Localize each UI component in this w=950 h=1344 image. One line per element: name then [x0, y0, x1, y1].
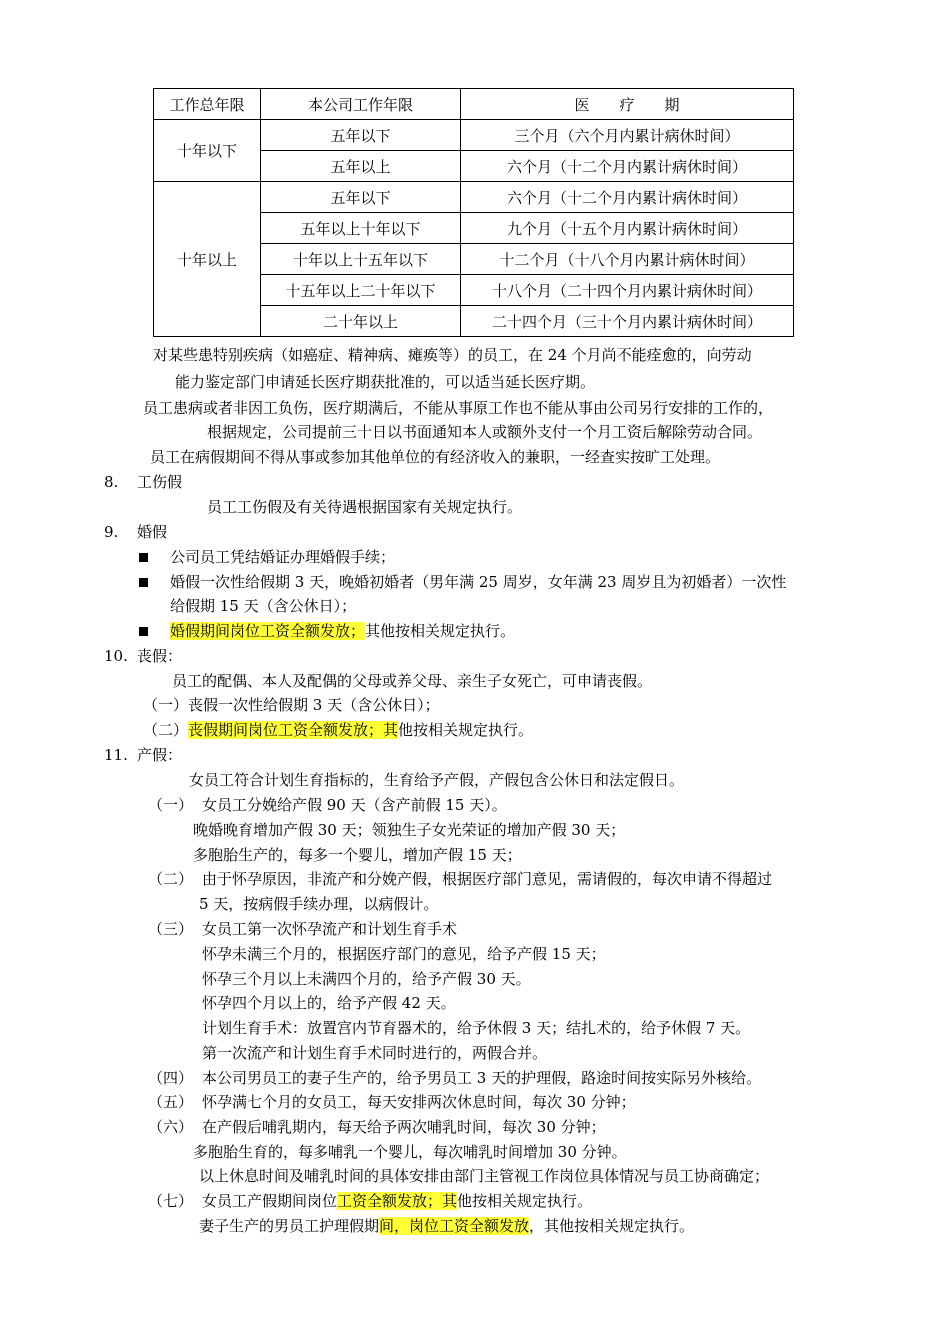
maternity-item-6-line-2: 多胞胎生育的，每多哺乳一个婴儿，每次哺乳时间增加 30 分钟。: [193, 1143, 627, 1161]
marriage-bullet-3: 婚假期间岗位工资全额发放；其他按相关规定执行。: [170, 622, 516, 640]
funeral-paragraph: 员工的配偶、本人及配偶的父母或养父母、亲生子女死亡，可申请丧假。: [172, 672, 653, 690]
maternity-item-3: 女员工第一次怀孕流产和计划生育手术: [202, 920, 458, 938]
table-header-row: [154, 89, 794, 120]
table-header: 本公司工作年限: [261, 89, 461, 120]
section-11-number: 11.: [104, 746, 128, 764]
table-cell-period: 三个月（六个月内累计病休时间）: [461, 120, 794, 151]
maternity-item-number: （六）: [148, 1118, 194, 1136]
maternity-item-4: 本公司男员工的妻子生产的，给予男员工 3 天的护理假，路途时间按实际另外核给。: [202, 1069, 762, 1087]
highlighted-text: 丧假期间岗位工资全额发放；其: [188, 721, 399, 739]
maternity-item-2: 由于怀孕原因，非流产和分娩产假，根据医疗部门意见，需请假的，每次申请不得超过: [202, 870, 773, 888]
maternity-item-number: （七）: [148, 1192, 194, 1210]
maternity-item-number: （二）: [148, 870, 194, 888]
table-row: [154, 120, 794, 151]
table-header: 医 疗 期: [461, 89, 794, 120]
maternity-item-1-line-2: 晚婚晚育增加产假 30 天；领独生子女光荣证的增加产假 30 天；: [193, 821, 626, 839]
section-11-title: 产假：: [137, 746, 183, 764]
bullet-square: [139, 621, 148, 641]
maternity-item-3-line-3: 怀孕三个月以上未满四个月的，给予产假 30 天。: [202, 970, 531, 988]
maternity-item-number: （三）: [148, 920, 194, 938]
maternity-item-number: （四）: [148, 1069, 194, 1087]
marriage-bullet-1: 公司员工凭结婚证办理婚假手续；: [170, 548, 396, 566]
maternity-item-3-line-2: 怀孕未满三个月的，根据医疗部门的意见，给予产假 15 天；: [202, 945, 606, 963]
section-9-title: 婚假: [137, 523, 168, 541]
maternity-item-number: （一）: [148, 796, 194, 814]
sick-paragraph-3: 员工在病假期间不得从事或参加其他单位的有经济收入的兼职，一经查实按旷工处理。: [150, 448, 721, 466]
maternity-item-3-line-6: 第一次流产和计划生育手术同时进行的，两假合并。: [202, 1044, 548, 1062]
table-cell-company-years: 五年以上十年以下: [261, 213, 461, 244]
maternity-item-1-line-3: 多胞胎生产的，每多一个婴儿，增加产假 15 天；: [193, 846, 522, 864]
highlighted-text: 工资全额发放；其: [337, 1192, 458, 1210]
funeral-item-1: （一）丧假一次性给假期 3 天（含公休日）；: [143, 696, 440, 714]
table-cell-total-years: 十年以下: [154, 120, 261, 182]
table-cell-company-years: 五年以下: [261, 182, 461, 213]
maternity-item-6-line-3: 以上休息时间及哺乳时间的具体安排由部门主管视工作岗位具体情况与员工协商确定；: [199, 1167, 770, 1185]
table-cell-period: 二十四个月（三十个月内累计病休时间）: [461, 306, 794, 337]
maternity-item-6: 在产假后哺乳期内，每天给予两次哺乳时间，每次 30 分钟；: [202, 1118, 606, 1136]
section-8-number: 8.: [104, 473, 119, 491]
maternity-item-number: （五）: [148, 1093, 194, 1111]
table-header: 工作总年限: [154, 89, 261, 120]
maternity-item-1: 女员工分娩给产假 90 天（含产前假 15 天）。: [202, 796, 507, 814]
table-cell-period: 六个月（十二个月内累计病休时间）: [461, 182, 794, 213]
bullet-square: [139, 547, 148, 567]
funeral-item-2: （二）丧假期间岗位工资全额发放；其他按相关规定执行。: [143, 721, 534, 739]
marriage-bullet-2-cont: 给假期 15 天（含公休日）；: [170, 597, 357, 615]
sick-paragraph-1: 对某些患特别疾病（如癌症、精神病、瘫痪等）的员工，在 24 个月尚不能痊愈的，向劳动: [153, 346, 752, 364]
table-cell-company-years: 二十年以上: [261, 306, 461, 337]
marriage-bullet-2: 婚假一次性给假期 3 天，晚婚初婚者（男年满 25 周岁，女年满 23 周岁且为初婚者）一次性: [170, 573, 787, 591]
maternity-item-2-cont: 5 天，按病假手续办理，以病假计。: [199, 895, 439, 913]
section-10-number: 10.: [104, 647, 128, 665]
section-9-number: 9.: [104, 523, 119, 541]
maternity-intro: 女员工符合计划生育指标的，生育给予产假，产假包含公休日和法定假日。: [189, 771, 685, 789]
highlighted-text: 间，岗位工资全额发放: [379, 1217, 530, 1235]
table-row: [154, 182, 794, 213]
maternity-item-5: 怀孕满七个月的女员工，每天安排两次休息时间，每次 30 分钟；: [202, 1093, 636, 1111]
table-cell-period: 九个月（十五个月内累计病休时间）: [461, 213, 794, 244]
highlighted-text: 婚假期间岗位工资全额发放；: [170, 622, 366, 640]
sick-paragraph-1-cont: 能力鉴定部门申请延长医疗期获批准的，可以适当延长医疗期。: [175, 373, 596, 391]
table-cell-company-years: 五年以下: [261, 120, 461, 151]
table-cell-company-years: 五年以上: [261, 151, 461, 182]
table-cell-period: 十八个月（二十四个月内累计病休时间）: [461, 275, 794, 306]
table-cell-company-years: 十年以上十五年以下: [261, 244, 461, 275]
bullet-square: [139, 572, 148, 592]
sick-paragraph-2: 员工患病或者非因工负伤，医疗期满后，不能从事原工作也不能从事由公司另行安排的工作的，: [143, 399, 774, 417]
maternity-item-3-line-4: 怀孕四个月以上的，给予产假 42 天。: [202, 994, 456, 1012]
maternity-item-7-line-2: 妻子生产的男员工护理假期间，岗位工资全额发放，其他按相关规定执行。: [199, 1217, 695, 1235]
maternity-item-3-line-5: 计划生育手术：放置宫内节育器术的，给予休假 3 天；结扎术的，给予休假 7 天。: [202, 1019, 751, 1037]
section-10-title: 丧假：: [137, 647, 183, 665]
maternity-item-7: 女员工产假期间岗位工资全额发放；其他按相关规定执行。: [202, 1192, 593, 1210]
section-8-title: 工伤假: [137, 473, 183, 491]
sick-paragraph-2-cont: 根据规定，公司提前三十日以书面通知本人或额外支付一个月工资后解除劳动合同。: [207, 423, 763, 441]
table-cell-period: 十二个月（十八个月内累计病休时间）: [461, 244, 794, 275]
medical-period-table: [153, 88, 794, 337]
table-cell-company-years: 十五年以上二十年以下: [261, 275, 461, 306]
table-cell-total-years: 十年以上: [154, 182, 261, 337]
table-cell-period: 六个月（十二个月内累计病休时间）: [461, 151, 794, 182]
section-8-text: 员工工伤假及有关待遇根据国家有关规定执行。: [207, 498, 523, 516]
